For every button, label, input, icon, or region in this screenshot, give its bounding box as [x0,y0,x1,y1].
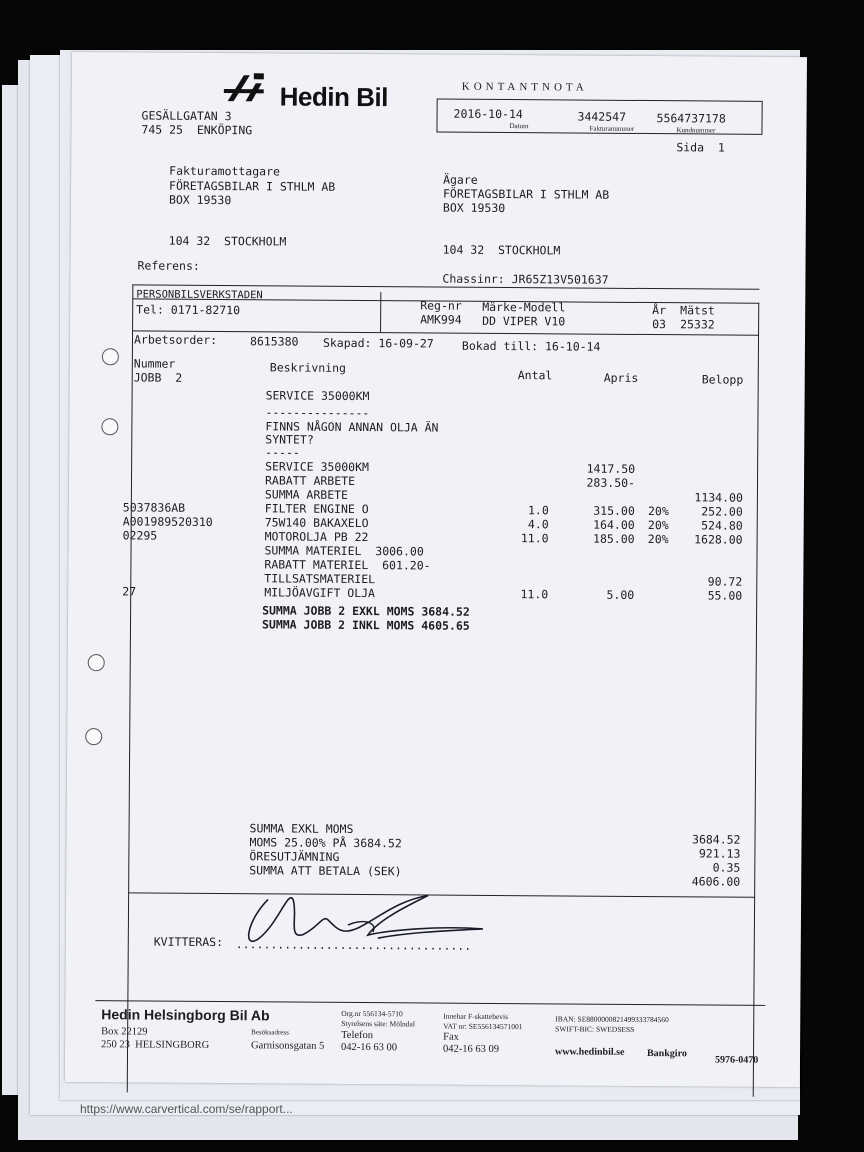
vehicle-year: 03 [652,317,667,332]
reference-label: Referens: [137,258,200,273]
footer-bankgiro: 5976-0470 [714,1054,759,1066]
line-item-description: SUMMA MATERIEL 3006.00 [264,543,424,559]
total-label: SUMMA ATT BETALA (SEK) [249,863,402,879]
line-item-amount: 524.80 [701,518,743,533]
line-item-discount: 20% [647,532,669,547]
line-item-description: MILJÖAVGIFT OLJA [264,585,376,601]
line-item-number: 27 [122,584,137,599]
col-apris: Apris [603,370,639,385]
footer-phone-label: Telefon [341,1029,374,1042]
footer-fskatt: Innehar F-skattebevis [443,1011,509,1022]
line-item-description: SERVICE 35000KM [265,388,370,404]
reg-number-label: Reg-nr [420,298,462,313]
workshop-name: PERSONBILSVERKSTADEN [136,288,263,302]
model-label: Märke-Modell [482,299,566,315]
punch-hole [85,728,102,745]
footer-vat: VAT nr: SE556134571001 [443,1021,523,1032]
line-item-unit-price: 5.00 [606,587,635,602]
line-item-description: 75W140 BAKAXELO [264,515,369,531]
total-value: 3684.52 [692,832,741,847]
col-belopp: Belopp [701,372,744,387]
kvitteras-label: KVITTERAS: [153,934,224,950]
recipient-label: Fakturamottagare [169,163,281,179]
footer-swift: SWIFT-BIC: SWEDSESS [555,1024,635,1034]
footer-orgnr: Org.nr 556134-5710 [341,1008,403,1019]
vehicle-mileage: 25332 [680,317,715,332]
line-item-unit-price: 185.00 [593,531,635,546]
booked-date: Bokad till: 16-10-14 [461,338,601,354]
invoice-number: 3442547 [577,109,627,124]
footer-visit-address: Garnisonsgatan 5 [251,1040,325,1052]
line-item-quantity: 11.0 [520,531,549,546]
total-label: SUMMA EXKL MOMS [249,821,354,836]
punch-hole [88,654,105,671]
line-item-description: RABATT MATERIEL 601.20- [264,557,431,573]
doc-type: KONTANTNOTA [461,80,588,94]
line-item-amount: 90.72 [707,574,743,589]
footer-iban: IBAN: SE8800000821499333784560 [555,1014,669,1025]
footer-fax-label: Fax [443,1031,459,1043]
owner-name: FÖRETAGSBILAR I STHLM AB [442,186,610,202]
recipient-box: BOX 19530 [168,192,232,208]
total-label: ÖRESUTJÄMNING [249,849,340,864]
total-value: 0.35 [712,860,741,875]
brand-name: Hedin Bil [279,81,388,113]
total-label: MOMS 25.00% PÅ 3684.52 [249,835,402,851]
invoice-date: 2016-10-14 [453,106,523,122]
created-date: Skapad: 16-09-27 [322,335,434,351]
line-item-description: SYNTET? [265,432,314,447]
under-sheet-url: https://www.carvertical.com/se/rapport... [80,1102,293,1116]
line-item-description: FILTER ENGINE O [264,501,369,517]
footer-fax: 042-16 63 09 [443,1043,500,1056]
footer-website: www.hedinbil.se [554,1046,625,1058]
line-item-number: 5037836AB [122,500,186,515]
footer-bankgiro-label: Bankgiro [646,1048,687,1060]
invoice-date-label: Datum [509,122,529,131]
line-item-amount: 55.00 [707,588,743,603]
customer-number: 5564737178 [656,111,726,126]
chassis-number: Chassinr: JR65Z13V501637 [442,271,609,287]
col-antal: Antal [517,368,553,383]
line-item-description: --------------- [265,405,370,421]
line-item-description: RABATT ARBETE [264,473,356,488]
workshop-phone: Tel: 0171-82710 [136,302,241,318]
owner-city: 104 32 STOCKHOLM [442,242,561,258]
line-item-unit-price: 315.00 [593,503,635,518]
invoice-number-label: Fakturanummer [589,124,635,133]
job-total-inkl: SUMMA JOBB 2 INKL MOMS 4605.65 [261,617,470,633]
footer-visit-label: Besöksadress [251,1028,289,1037]
total-value: 4606.00 [691,874,741,889]
punch-hole [102,348,119,365]
address-line1: GESÄLLGATAN 3 [141,108,232,124]
col-jobb: JOBB 2 [133,370,183,385]
line-item-discount: 20% [647,504,669,519]
col-nummer: Nummer [133,356,176,371]
col-beskrivning: Beskrivning [269,360,347,375]
line-item-amount: 252.00 [701,504,743,519]
line-item-unit-price: 1417.50 [586,461,636,476]
line-item-description: FINNS NÅGON ANNAN OLJA ÄN [265,419,439,435]
kvitteras-dotted-line: .................................. [235,937,472,953]
line-item-amount: 1628.00 [694,532,743,547]
address-line2: 745 25 ENKÖPING [141,122,253,138]
recipient-city: 104 32 STOCKHOLM [168,233,287,249]
work-order-number: 8615380 [249,334,299,349]
page-number: Sida 1 [676,140,725,155]
total-value: 921.13 [698,846,741,861]
customer-number-label: Kundnummer [676,126,716,135]
line-item-unit-price: 283.50- [586,475,636,490]
owner-label: Ägare [443,172,478,187]
line-item-description: SERVICE 35000KM [265,459,370,475]
line-item-number: A001989520310 [122,514,213,529]
recipient-name: FÖRETAGSBILAR I STHLM AB [169,178,336,194]
punch-hole [101,418,118,435]
footer-company: Hedin Helsingborg Bil Ab [101,1006,270,1024]
line-item-description: ----- [265,445,300,460]
line-item-description: SUMMA ARBETE [264,487,349,502]
line-item-quantity: 11.0 [520,587,549,602]
line-item-amount: 1134.00 [694,490,743,505]
owner-box: BOX 19530 [442,200,506,216]
reg-number: AMK994 [420,312,462,327]
job-total-exkl: SUMMA JOBB 2 EXKL MOMS 3684.52 [262,603,470,619]
line-item-description: TILLSATSMATERIEL [264,571,376,587]
footer-board-seat: Styrelsens säte: Mölndal [341,1018,416,1029]
work-order-label: Arbetsorder: [133,332,218,348]
footer-city: 250 23 HELSINGBORG [101,1039,210,1051]
hedin-logo-icon [224,71,272,107]
line-item-quantity: 4.0 [527,517,549,532]
line-item-unit-price: 164.00 [593,517,635,532]
year-label: År [652,303,667,318]
receipt-document [65,52,807,1087]
mileage-label: Mätst [680,303,715,318]
footer-box: Box 22129 [101,1026,148,1038]
footer-phone: 042-16 63 00 [341,1041,398,1054]
line-item-number: 02295 [122,528,158,543]
line-item-discount: 20% [647,518,669,533]
line-item-quantity: 1.0 [527,503,549,518]
vehicle-model: DD VIPER V10 [482,313,566,329]
line-item-description: MOTOROLJA PB 22 [264,529,369,545]
